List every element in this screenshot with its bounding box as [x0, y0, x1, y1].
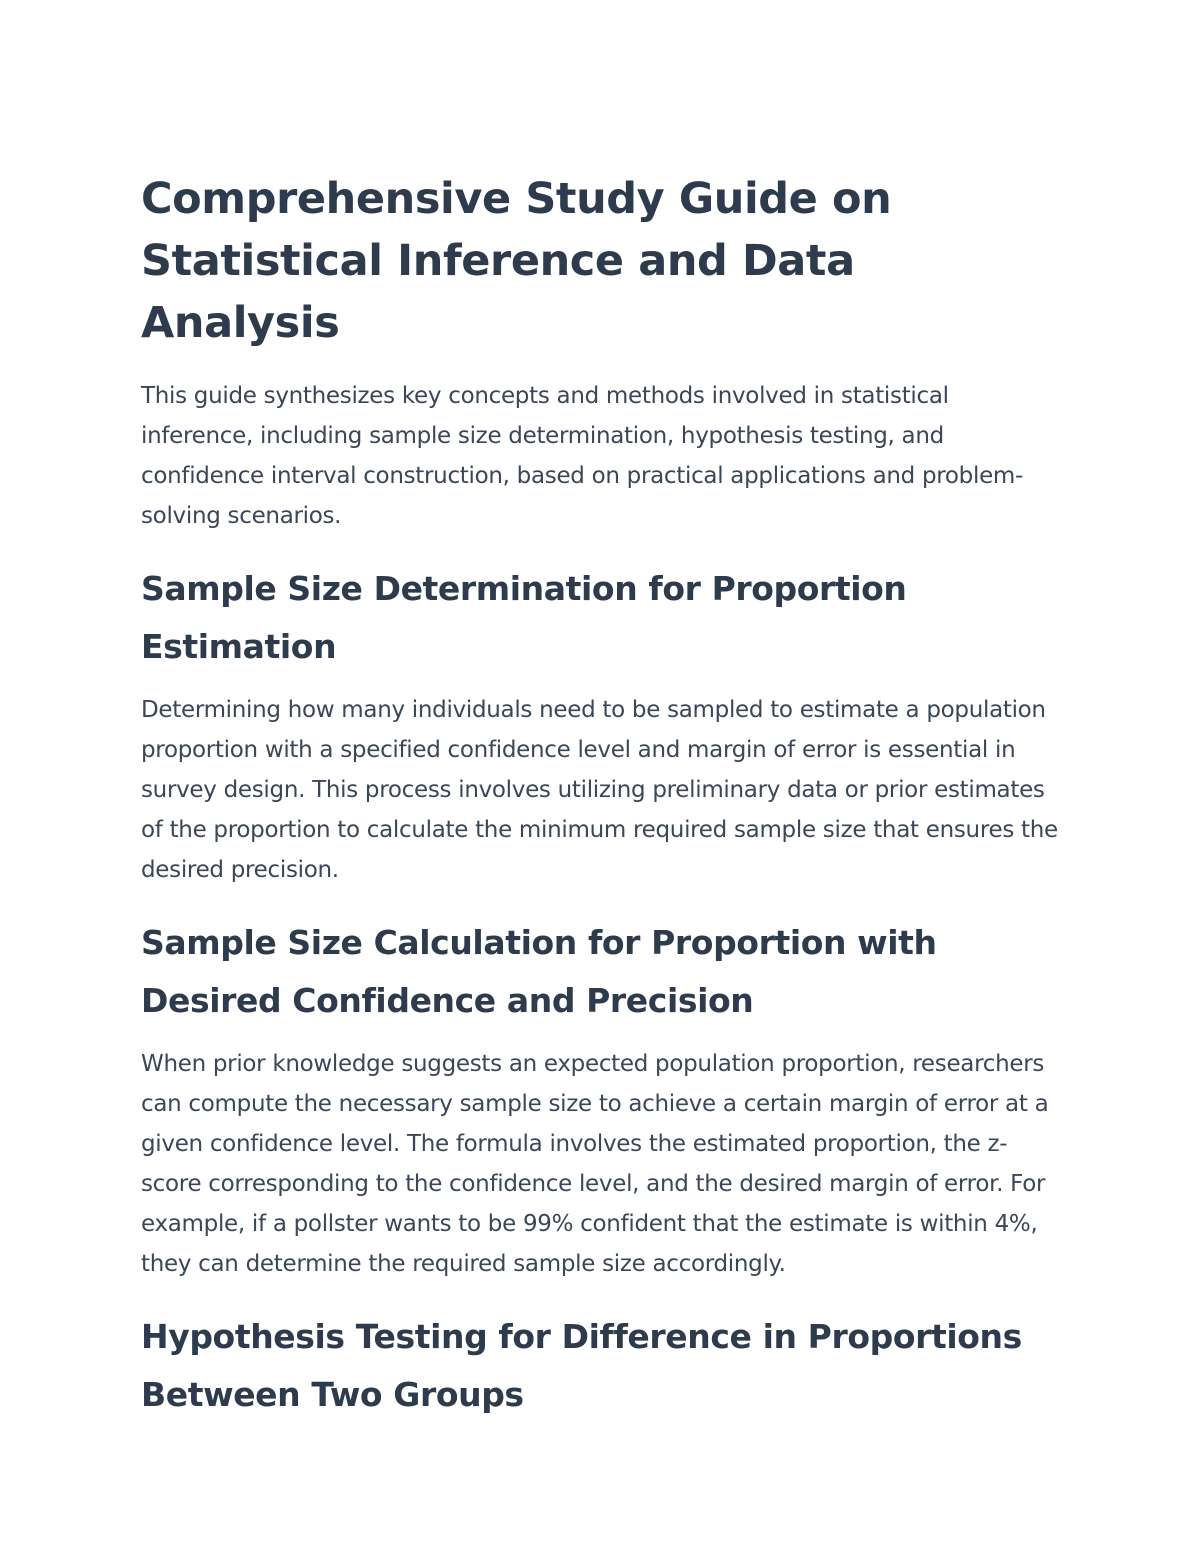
document-title: Comprehensive Study Guide on Statistical Inference and Data Analysis — [141, 174, 892, 348]
section-heading-sample-size-calculation: Sample Size Calculation for Proportion with Desired Confidence and Precision — [141, 923, 937, 1020]
document-page — [141, 168, 1061, 1424]
section-body-sample-size-determination: Determining how many individuals need to be sampled to estimate a population proportion with a specified confidence level and margin of error is essential in survey design. This process involves utilizing preliminary data or prior estimates of the proportion to calculate the minimum required sample size that ensures the desired precision. — [141, 697, 1058, 883]
section-heading-hypothesis-testing: Hypothesis Testing for Difference in Proportions Between Two Groups — [141, 1317, 1022, 1414]
section-heading-sample-size-determination: Sample Size Determination for Proportion Estimation — [141, 569, 907, 666]
section-body-sample-size-calculation: When prior knowledge suggests an expected population proportion, researchers can compute the necessary sample size to achieve a certain margin of error at a given confidence level. The formula involves the estimated proportion, the z-score corresponding to the confidence level, and the desired margin of error. For example, if a pollster wants to be 99% confident that the estimate is within 4%, they can determine the required sample size accordingly. — [141, 1051, 1049, 1277]
intro-paragraph: This guide synthesizes key concepts and methods involved in statistical inference, including sample size determination, hypothesis testing, and confidence interval construction, based on practical applications and problem-solving scenarios. — [141, 383, 1024, 529]
